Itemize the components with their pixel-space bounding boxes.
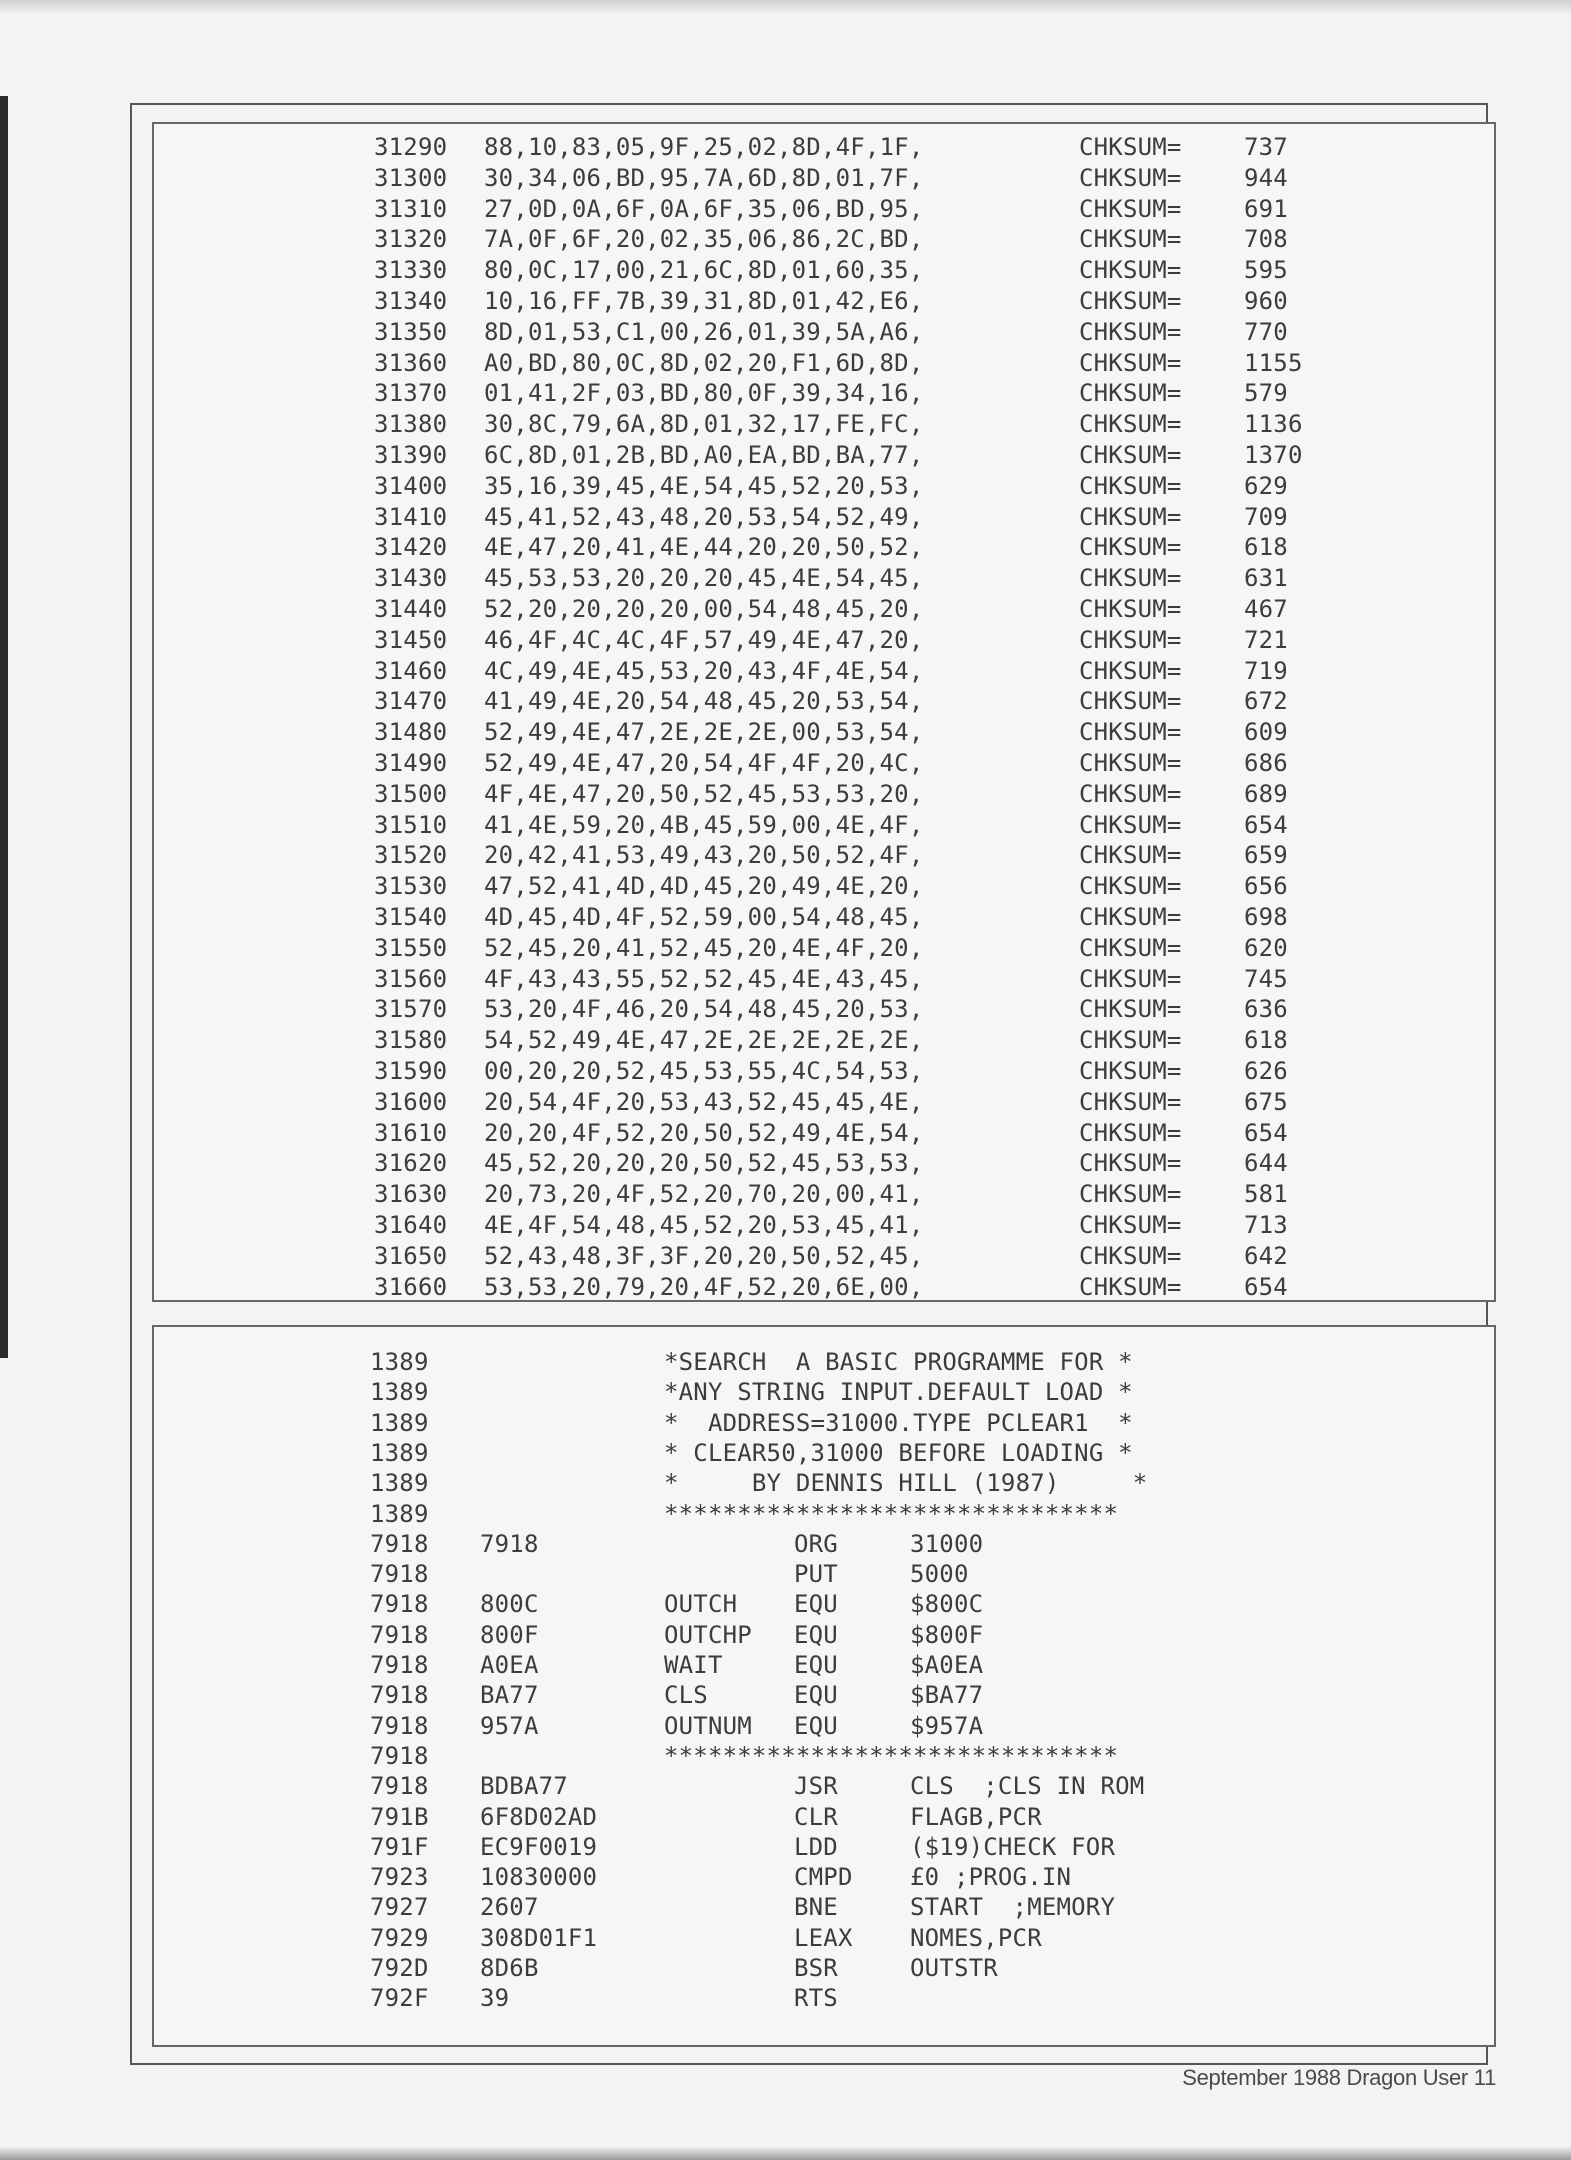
listing-row: [154, 871, 1494, 902]
label: OUTNUM: [664, 1711, 752, 1740]
hex-bytes: 30,8C,79,6A,8D,01,32,17,FE,FC,: [484, 410, 924, 439]
address: 1389: [370, 1499, 429, 1528]
address: 7929: [370, 1923, 429, 1952]
assembly-row: [154, 1771, 1494, 1802]
listing-row: [154, 1025, 1494, 1056]
listing-row: [154, 686, 1494, 717]
checksum-label: CHKSUM=: [1079, 133, 1182, 161]
machine-code: 8D6B: [480, 1954, 539, 1982]
machine-code: 957A: [480, 1711, 539, 1740]
hex-bytes: 6C,8D,01,2B,BD,A0,EA,BD,BA,77,: [484, 441, 924, 469]
operand: $BA77: [910, 1681, 984, 1710]
hex-bytes: 35,16,39,45,4E,54,45,52,20,53,: [484, 471, 924, 500]
hex-bytes: 10,16,FF,7B,39,31,8D,01,42,E6,: [484, 287, 924, 315]
listing-row: [154, 1272, 1494, 1303]
line-number: 31530: [374, 872, 448, 901]
line-number: 31480: [374, 718, 448, 747]
line-number: 31330: [374, 256, 448, 285]
hex-bytes: 20,20,4F,52,20,50,52,49,4E,54,: [484, 1118, 924, 1147]
checksum-value: 1136: [1244, 410, 1303, 439]
address: 7918: [370, 1620, 429, 1649]
checksum-label: CHKSUM=: [1079, 1087, 1182, 1116]
line-number: 31430: [374, 564, 448, 593]
checksum-value: 629: [1244, 471, 1288, 500]
checksum-value: 642: [1244, 1241, 1288, 1270]
hex-bytes: 27,0D,0A,6F,0A,6F,35,06,BD,95,: [484, 194, 924, 223]
checksum-label: CHKSUM=: [1079, 1180, 1182, 1209]
checksum-label: CHKSUM=: [1079, 841, 1182, 870]
opcode: CLR: [794, 1802, 838, 1831]
hex-bytes: 88,10,83,05,9F,25,02,8D,4F,1F,: [484, 133, 924, 161]
checksum-value: 745: [1244, 964, 1288, 993]
checksum-label: CHKSUM=: [1079, 564, 1182, 593]
listing-row: [154, 625, 1494, 656]
hex-bytes: 20,42,41,53,49,43,20,50,52,4F,: [484, 841, 924, 870]
hex-bytes: 46,4F,4C,4C,4F,57,49,4E,47,20,: [484, 625, 924, 654]
operand: $A0EA: [910, 1651, 984, 1679]
line-number: 31420: [374, 533, 448, 562]
machine-code: 6F8D02AD: [480, 1802, 598, 1831]
opcode: EQU: [794, 1711, 838, 1740]
listing-row: [154, 840, 1494, 871]
line-number: 31540: [374, 903, 448, 931]
checksum-label: CHKSUM=: [1079, 933, 1182, 962]
listing-row: [154, 656, 1494, 687]
line-number: 31640: [374, 1211, 448, 1239]
listing-row: [154, 317, 1494, 348]
assembly-row: [154, 1923, 1494, 1954]
hex-bytes: 45,53,53,20,20,20,45,4E,54,45,: [484, 564, 924, 593]
line-number: 31580: [374, 1026, 448, 1055]
checksum-label: CHKSUM=: [1079, 1118, 1182, 1147]
checksum-value: 675: [1244, 1087, 1288, 1116]
checksum-label: CHKSUM=: [1079, 163, 1182, 192]
listing-row: [154, 933, 1494, 964]
assembly-row: [154, 1953, 1494, 1984]
checksum-value: 636: [1244, 995, 1288, 1024]
checksum-label: CHKSUM=: [1079, 533, 1182, 562]
checksum-label: CHKSUM=: [1079, 872, 1182, 901]
line-number: 31400: [374, 471, 448, 500]
comment: *SEARCH A BASIC PROGRAMME FOR *: [664, 1348, 1133, 1376]
operand: 5000: [910, 1560, 969, 1589]
opcode: EQU: [794, 1651, 838, 1679]
comment: *ANY STRING INPUT.DEFAULT LOAD *: [664, 1378, 1133, 1407]
assembly-row: [154, 1983, 1494, 2014]
line-number: 31570: [374, 995, 448, 1024]
listing-row: [154, 132, 1494, 163]
assembly-row: [154, 1892, 1494, 1923]
line-number: 31520: [374, 841, 448, 870]
checksum-label: CHKSUM=: [1079, 194, 1182, 223]
listing-row: [154, 1179, 1494, 1210]
assembly-row: [154, 1408, 1494, 1439]
hex-bytes: 53,53,20,79,20,4F,52,20,6E,00,: [484, 1272, 924, 1301]
checksum-label: CHKSUM=: [1079, 1211, 1182, 1239]
listing-row: [154, 532, 1494, 563]
checksum-label: CHKSUM=: [1079, 502, 1182, 531]
address: 7918: [370, 1529, 429, 1558]
checksum-value: 944: [1244, 163, 1288, 192]
comment: * BY DENNIS HILL (1987) *: [664, 1469, 1148, 1498]
checksum-label: CHKSUM=: [1079, 749, 1182, 777]
checksum-label: CHKSUM=: [1079, 1149, 1182, 1178]
checksum-label: CHKSUM=: [1079, 1241, 1182, 1270]
checksum-value: 654: [1244, 1118, 1288, 1147]
checksum-label: CHKSUM=: [1079, 625, 1182, 654]
line-number: 31550: [374, 933, 448, 962]
listing-row: [154, 255, 1494, 286]
checksum-value: 581: [1244, 1180, 1288, 1209]
hex-bytes: 4F,43,43,55,52,52,45,4E,43,45,: [484, 964, 924, 993]
assembly-row: [154, 1499, 1494, 1530]
listing-row: [154, 748, 1494, 779]
operand: £0 ;PROG.IN: [910, 1863, 1072, 1892]
opcode: JSR: [794, 1772, 838, 1801]
checksum-value: 609: [1244, 718, 1288, 747]
address: 7918: [370, 1741, 429, 1770]
listing-row: [154, 409, 1494, 440]
machine-code: 2607: [480, 1893, 539, 1922]
machine-code: A0EA: [480, 1651, 539, 1679]
checksum-label: CHKSUM=: [1079, 1057, 1182, 1085]
checksum-value: 654: [1244, 1272, 1288, 1301]
hex-bytes: 7A,0F,6F,20,02,35,06,86,2C,BD,: [484, 225, 924, 254]
hex-bytes: 45,41,52,43,48,20,53,54,52,49,: [484, 502, 924, 531]
checksum-label: CHKSUM=: [1079, 595, 1182, 623]
checksum-label: CHKSUM=: [1079, 964, 1182, 993]
opcode: BNE: [794, 1893, 838, 1922]
line-number: 31600: [374, 1087, 448, 1116]
hex-bytes: 47,52,41,4D,4D,45,20,49,4E,20,: [484, 872, 924, 901]
machine-code: 7918: [480, 1529, 539, 1558]
checksum-value: 698: [1244, 903, 1288, 931]
address: 7918: [370, 1560, 429, 1589]
listing-row: [154, 471, 1494, 502]
assembly-row: [154, 1438, 1494, 1469]
operand: OUTSTR: [910, 1954, 998, 1982]
assembly-row: [154, 1741, 1494, 1772]
hex-bytes: 4E,47,20,41,4E,44,20,20,50,52,: [484, 533, 924, 562]
hex-bytes: 4E,4F,54,48,45,52,20,53,45,41,: [484, 1211, 924, 1239]
line-number: 31390: [374, 441, 448, 469]
scan-top-edge: [0, 0, 1571, 14]
address: 7918: [370, 1711, 429, 1740]
line-number: 31490: [374, 749, 448, 777]
opcode: RTS: [794, 1984, 838, 2013]
machine-code: 800F: [480, 1620, 539, 1649]
checksum-label: CHKSUM=: [1079, 287, 1182, 315]
listing-row: [154, 902, 1494, 933]
hex-bytes: A0,BD,80,0C,8D,02,20,F1,6D,8D,: [484, 348, 924, 377]
hex-bytes: 41,49,4E,20,54,48,45,20,53,54,: [484, 687, 924, 716]
label: WAIT: [664, 1651, 723, 1679]
checksum-value: 686: [1244, 749, 1288, 777]
line-number: 31510: [374, 810, 448, 839]
checksum-value: 595: [1244, 256, 1288, 285]
listing-row: [154, 964, 1494, 995]
line-number: 31590: [374, 1057, 448, 1085]
checksum-label: CHKSUM=: [1079, 1272, 1182, 1301]
listing-row: [154, 563, 1494, 594]
listing-row: [154, 594, 1494, 625]
listing-row: [154, 348, 1494, 379]
listing-row: [154, 502, 1494, 533]
label: OUTCHP: [664, 1620, 752, 1649]
assembly-row: [154, 1377, 1494, 1408]
listing-row: [154, 810, 1494, 841]
checksum-value: 631: [1244, 564, 1288, 593]
checksum-value: 656: [1244, 872, 1288, 901]
listing-row: [154, 1210, 1494, 1241]
hex-bytes: 41,4E,59,20,4B,45,59,00,4E,4F,: [484, 810, 924, 839]
hex-bytes: 8D,01,53,C1,00,26,01,39,5A,A6,: [484, 317, 924, 346]
checksum-value: 691: [1244, 194, 1288, 223]
line-number: 31410: [374, 502, 448, 531]
assembly-row: [154, 1620, 1494, 1651]
opcode: BSR: [794, 1954, 838, 1982]
checksum-label: CHKSUM=: [1079, 256, 1182, 285]
checksum-value: 654: [1244, 810, 1288, 839]
line-number: 31630: [374, 1180, 448, 1209]
listing-row: [154, 1087, 1494, 1118]
hex-bytes: 00,20,20,52,45,53,55,4C,54,53,: [484, 1057, 924, 1085]
line-number: 31470: [374, 687, 448, 716]
listing-row: [154, 1241, 1494, 1272]
assembly-row: [154, 1832, 1494, 1863]
operand: $800C: [910, 1590, 984, 1619]
checksum-label: CHKSUM=: [1079, 810, 1182, 839]
machine-code: BDBA77: [480, 1772, 568, 1801]
checksum-value: 579: [1244, 379, 1288, 408]
assembly-row: [154, 1650, 1494, 1681]
line-number: 31290: [374, 133, 448, 161]
basic-data-listing: [152, 122, 1496, 1302]
hex-bytes: 52,20,20,20,20,00,54,48,45,20,: [484, 595, 924, 623]
line-number: 31440: [374, 595, 448, 623]
address: 7918: [370, 1651, 429, 1679]
hex-bytes: 4D,45,4D,4F,52,59,00,54,48,45,: [484, 903, 924, 931]
opcode: EQU: [794, 1590, 838, 1619]
checksum-label: CHKSUM=: [1079, 225, 1182, 254]
assembly-row: [154, 1559, 1494, 1590]
opcode: CMPD: [794, 1863, 853, 1892]
checksum-value: 709: [1244, 502, 1288, 531]
address: 791F: [370, 1832, 429, 1861]
checksum-label: CHKSUM=: [1079, 1026, 1182, 1055]
opcode: EQU: [794, 1620, 838, 1649]
operand: $957A: [910, 1711, 984, 1740]
label: CLS: [664, 1681, 708, 1710]
line-number: 31310: [374, 194, 448, 223]
checksum-label: CHKSUM=: [1079, 471, 1182, 500]
checksum-value: 644: [1244, 1149, 1288, 1178]
line-number: 31450: [374, 625, 448, 654]
checksum-label: CHKSUM=: [1079, 348, 1182, 377]
checksum-label: CHKSUM=: [1079, 779, 1182, 808]
checksum-value: 672: [1244, 687, 1288, 716]
machine-code: 308D01F1: [480, 1923, 598, 1952]
checksum-value: 708: [1244, 225, 1288, 254]
checksum-value: 721: [1244, 625, 1288, 654]
line-number: 31650: [374, 1241, 448, 1270]
machine-code: BA77: [480, 1681, 539, 1710]
line-number: 31350: [374, 317, 448, 346]
comment: * ADDRESS=31000.TYPE PCLEAR1 *: [664, 1408, 1133, 1437]
assembly-row: [154, 1862, 1494, 1893]
hex-bytes: 80,0C,17,00,21,6C,8D,01,60,35,: [484, 256, 924, 285]
hex-bytes: 4F,4E,47,20,50,52,45,53,53,20,: [484, 779, 924, 808]
assembly-row: [154, 1711, 1494, 1742]
address: 1389: [370, 1438, 429, 1467]
listing-row: [154, 194, 1494, 225]
assembly-row: [154, 1468, 1494, 1499]
hex-bytes: 45,52,20,20,20,50,52,45,53,53,: [484, 1149, 924, 1178]
opcode: EQU: [794, 1681, 838, 1710]
address: 7918: [370, 1590, 429, 1619]
checksum-label: CHKSUM=: [1079, 903, 1182, 931]
line-number: 31370: [374, 379, 448, 408]
checksum-value: 467: [1244, 595, 1288, 623]
machine-code: 10830000: [480, 1863, 598, 1892]
checksum-label: CHKSUM=: [1079, 995, 1182, 1024]
line-number: 31500: [374, 779, 448, 808]
checksum-label: CHKSUM=: [1079, 410, 1182, 439]
address: 7927: [370, 1893, 429, 1922]
checksum-value: 620: [1244, 933, 1288, 962]
checksum-value: 960: [1244, 287, 1288, 315]
line-number: 31660: [374, 1272, 448, 1301]
listing-row: [154, 440, 1494, 471]
address: 7918: [370, 1772, 429, 1801]
address: 1389: [370, 1348, 429, 1376]
assembly-row: [154, 1529, 1494, 1560]
opcode: PUT: [794, 1560, 838, 1589]
line-number: 31460: [374, 656, 448, 685]
hex-bytes: 20,73,20,4F,52,20,70,20,00,41,: [484, 1180, 924, 1209]
label: OUTCH: [664, 1590, 738, 1619]
scan-bottom-edge: [0, 2146, 1571, 2160]
listing-row: [154, 1056, 1494, 1087]
checksum-label: CHKSUM=: [1079, 379, 1182, 408]
listing-row: [154, 994, 1494, 1025]
machine-code: 800C: [480, 1590, 539, 1619]
checksum-value: 626: [1244, 1057, 1288, 1085]
listing-row: [154, 1148, 1494, 1179]
address: 791B: [370, 1802, 429, 1831]
machine-code: EC9F0019: [480, 1832, 598, 1861]
checksum-value: 770: [1244, 317, 1288, 346]
operand: 31000: [910, 1529, 984, 1558]
hex-bytes: 54,52,49,4E,47,2E,2E,2E,2E,2E,: [484, 1026, 924, 1055]
operand: FLAGB,PCR: [910, 1802, 1042, 1831]
assembly-row: [154, 1802, 1494, 1833]
machine-code: 39: [480, 1984, 510, 2013]
listing-row: [154, 163, 1494, 194]
opcode: LDD: [794, 1832, 838, 1861]
checksum-label: CHKSUM=: [1079, 687, 1182, 716]
scan-left-edge: [0, 96, 8, 1358]
assembly-row: [154, 1589, 1494, 1620]
checksum-value: 713: [1244, 1211, 1288, 1239]
page-footer: September 1988 Dragon User 11: [1182, 2065, 1496, 2090]
line-number: 31340: [374, 287, 448, 315]
checksum-label: CHKSUM=: [1079, 656, 1182, 685]
hex-bytes: 52,49,4E,47,20,54,4F,4F,20,4C,: [484, 749, 924, 777]
operand: START ;MEMORY: [910, 1893, 1116, 1922]
address: 1389: [370, 1378, 429, 1407]
checksum-label: CHKSUM=: [1079, 441, 1182, 469]
assembly-row: [154, 1680, 1494, 1711]
address: 1389: [370, 1469, 429, 1498]
listing-row: [154, 717, 1494, 748]
line-number: 31360: [374, 348, 448, 377]
hex-bytes: 52,45,20,41,52,45,20,4E,4F,20,: [484, 933, 924, 962]
address: 7918: [370, 1681, 429, 1710]
checksum-value: 1155: [1244, 348, 1303, 377]
listing-row: [154, 224, 1494, 255]
opcode: LEAX: [794, 1923, 853, 1952]
operand: NOMES,PCR: [910, 1923, 1042, 1952]
checksum-label: CHKSUM=: [1079, 317, 1182, 346]
hex-bytes: 4C,49,4E,45,53,20,43,4F,4E,54,: [484, 656, 924, 685]
checksum-value: 689: [1244, 779, 1288, 808]
line-number: 31380: [374, 410, 448, 439]
hex-bytes: 01,41,2F,03,BD,80,0F,39,34,16,: [484, 379, 924, 408]
hex-bytes: 53,20,4F,46,20,54,48,45,20,53,: [484, 995, 924, 1024]
assembly-row: [154, 1347, 1494, 1378]
line-number: 31320: [374, 225, 448, 254]
address: 7923: [370, 1863, 429, 1892]
operand: $800F: [910, 1620, 984, 1649]
hex-bytes: 30,34,06,BD,95,7A,6D,8D,01,7F,: [484, 163, 924, 192]
checksum-value: 659: [1244, 841, 1288, 870]
opcode: ORG: [794, 1529, 838, 1558]
operand: CLS ;CLS IN ROM: [910, 1772, 1145, 1801]
operand: ($19)CHECK FOR: [910, 1832, 1116, 1861]
assembly-listing: [152, 1325, 1496, 2047]
line-number: 31620: [374, 1149, 448, 1178]
hex-bytes: 52,49,4E,47,2E,2E,2E,00,53,54,: [484, 718, 924, 747]
address: 1389: [370, 1408, 429, 1437]
comment: *******************************: [664, 1741, 1119, 1770]
checksum-value: 1370: [1244, 441, 1303, 469]
line-number: 31560: [374, 964, 448, 993]
listing-row: [154, 286, 1494, 317]
listing-row: [154, 378, 1494, 409]
address: 792F: [370, 1984, 429, 2013]
checksum-value: 737: [1244, 133, 1288, 161]
listing-row: [154, 1118, 1494, 1149]
line-number: 31300: [374, 163, 448, 192]
checksum-value: 618: [1244, 533, 1288, 562]
address: 792D: [370, 1954, 429, 1982]
line-number: 31610: [374, 1118, 448, 1147]
comment: * CLEAR50,31000 BEFORE LOADING *: [664, 1438, 1133, 1467]
checksum-label: CHKSUM=: [1079, 718, 1182, 747]
checksum-value: 618: [1244, 1026, 1288, 1055]
hex-bytes: 20,54,4F,20,53,43,52,45,45,4E,: [484, 1087, 924, 1116]
listing-row: [154, 779, 1494, 810]
comment: *******************************: [664, 1499, 1119, 1528]
checksum-value: 719: [1244, 656, 1288, 685]
hex-bytes: 52,43,48,3F,3F,20,20,50,52,45,: [484, 1241, 924, 1270]
